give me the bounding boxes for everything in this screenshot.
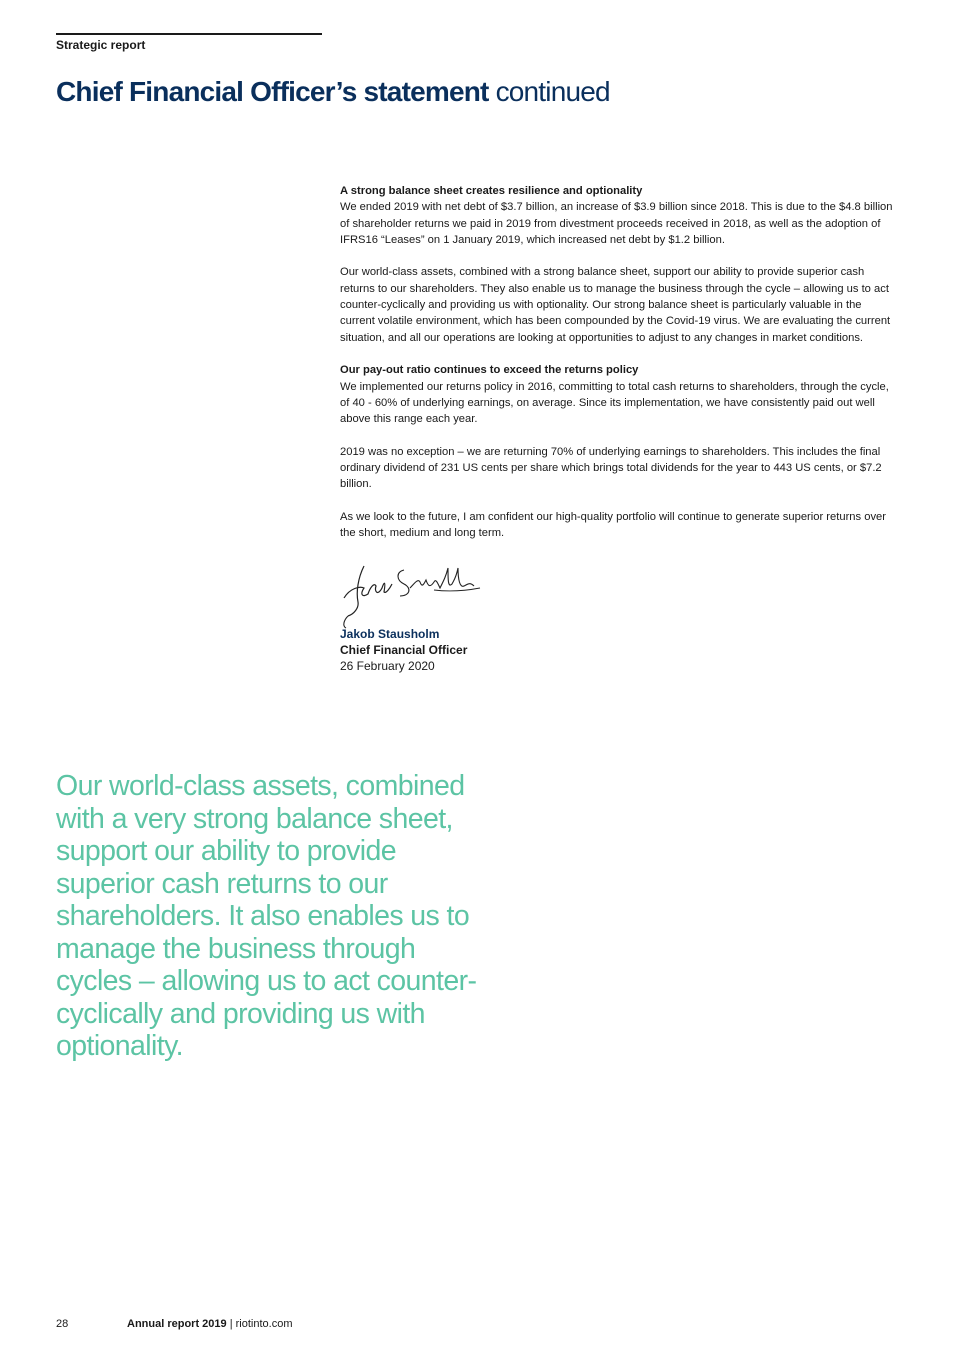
pull-quote: Our world-class assets, combined with a very strong balance sheet, support our ability to provide superior cash returns to our shareholders. It also enables us to manage the business through cycles – allowing us to act counter-cyclically and providing us with optionality.	[56, 770, 477, 1062]
signatory-name: Jakob Stausholm	[340, 626, 440, 641]
heading-balance-sheet: A strong balance sheet creates resilience and optionality	[340, 185, 643, 197]
signature-date: 26 February 2020	[340, 658, 435, 673]
signatory-role: Chief Financial Officer	[340, 642, 468, 657]
page-title	[56, 76, 610, 108]
section-label: Strategic report	[56, 38, 146, 52]
paragraph-future: As we look to the future, I am confident our high-quality portfolio will continue to generate superior returns over the short, medium and long term.	[340, 510, 886, 540]
signature-image	[340, 558, 515, 630]
page-title-main: Chief Financial Officer’s statement	[56, 76, 489, 107]
page-number: 28	[56, 1318, 69, 1330]
paragraph-net-debt: We ended 2019 with net debt of $3.7 billion, an increase of $3.9 billion since 2018. This is due to the $4.8 billion of shareholder returns we paid in 2019 from divestment proceeds received in 2018, as well as the adoption of IFRS16 “Leases” on 1 January 2019, which increased net debt by $1.2 billion.	[340, 201, 893, 246]
paragraph-2019-returns: 2019 was no exception – we are returning 70% of underlying earnings to shareholders. This includes the final ordinary dividend of 231 US cents per share which brings total dividends for the year to 443 US cents, or $7.2 billion.	[340, 445, 882, 491]
paragraph-world-class-assets: Our world-class assets, combined with a strong balance sheet, support our ability to provide superior cash returns to our shareholders. They also enable us to manage the business through the cycle – allowing us to act counter-cyclically and providing us with optionality. Our strong balance sheet is particularly valuable in the current volatile environment, which has been compounded by the Covid-19 virus. We are evaluating the current situation, and all our operations are looking at opportunities to adjust to any changes in market conditions.	[340, 266, 891, 344]
body-column	[340, 183, 895, 674]
heading-payout-ratio: Our pay-out ratio continues to exceed the returns policy	[340, 364, 639, 377]
page-title-continued: continued	[495, 76, 610, 107]
footer-website: riotinto.com	[235, 1318, 293, 1330]
footer-report-title: Annual report 2019	[127, 1318, 227, 1330]
paragraph-returns-policy: We implemented our returns policy in 2016, committing to total cash returns to shareholders, through the cycle, of 40 - 60% of underlying earnings, on average. Since its implementation, we have consistently paid out well above this range each year.	[340, 380, 889, 426]
top-rule	[56, 33, 322, 35]
footer-report-line	[127, 1318, 292, 1330]
footer-separator: |	[229, 1318, 233, 1330]
